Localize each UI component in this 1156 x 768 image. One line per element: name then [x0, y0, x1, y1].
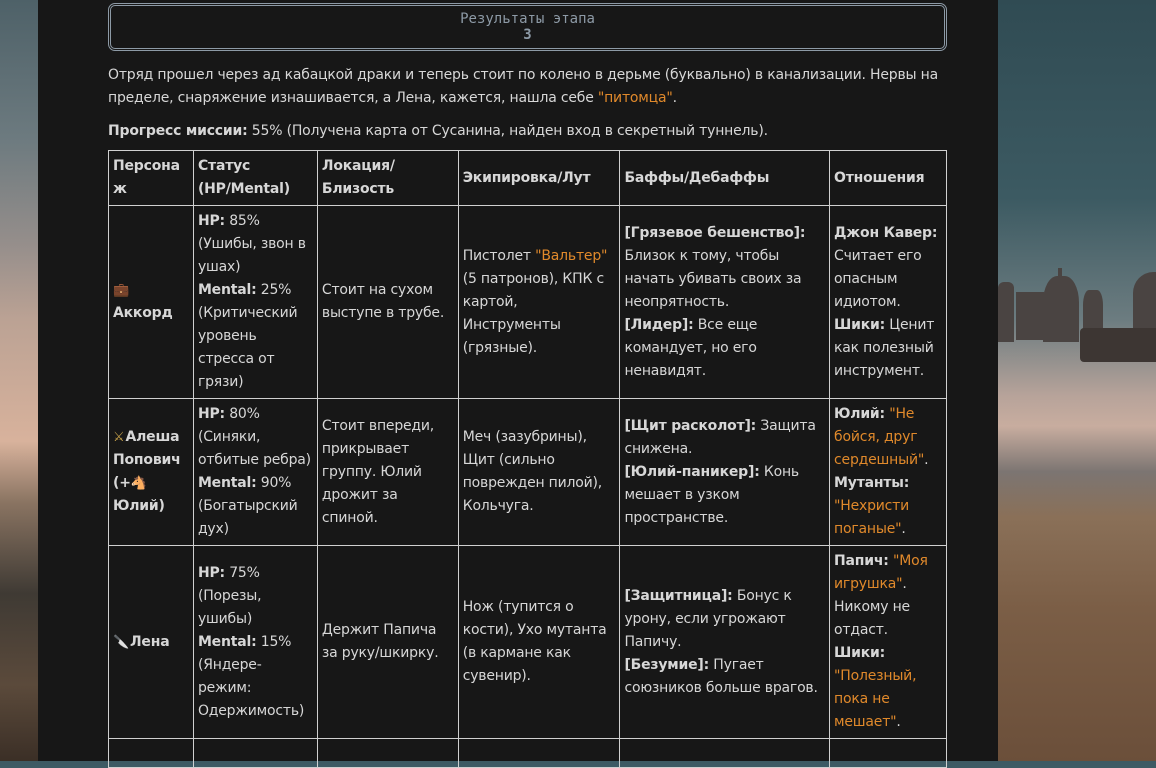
- knife-icon: 🔪: [113, 634, 129, 650]
- mental-label: Mental:: [197, 282, 257, 298]
- progress-label: Прогресс миссии:: [108, 123, 248, 139]
- status-cell: [193, 399, 317, 546]
- buff-name: [Щит расколот]:: [624, 417, 757, 434]
- hp-label: HP:: [197, 213, 225, 229]
- mental-note: (Богатырский дух): [197, 498, 298, 537]
- mental-label: Mental:: [197, 475, 257, 491]
- hp-label: HP:: [197, 406, 225, 422]
- intro-paragraph: [108, 64, 947, 110]
- header-equipment: Экипировка/Лут: [458, 151, 620, 206]
- relations-cell: [830, 399, 947, 546]
- equipment-highlight: "Вальтер": [535, 247, 608, 264]
- relation-who: Джон Кавер:: [834, 224, 938, 241]
- briefcase-icon: 💼: [113, 283, 129, 298]
- table-row-partial: [109, 739, 947, 768]
- location-cell: Стоит на сухом выступе в трубе.: [317, 206, 458, 399]
- buff-name: [Защитница]:: [624, 587, 733, 604]
- hp-note: (Ушибы, звон в ушах): [197, 236, 306, 275]
- status-cell: [193, 546, 317, 739]
- background-image-left: [0, 0, 38, 761]
- buff-name: [Лидер]:: [624, 316, 694, 333]
- party-status-table: [108, 150, 947, 768]
- status-cell: [193, 206, 317, 399]
- buff-name: [Безумие]:: [624, 656, 710, 673]
- character-cell: [109, 546, 194, 739]
- relation-quote: "Моя игрушка": [834, 553, 928, 592]
- buff-text: Близок к тому, чтобы начать убивать своих за неопрятность.: [624, 247, 802, 310]
- buff-name: [Грязевое бешенство]:: [624, 224, 806, 241]
- relation-who: Мутанты:: [834, 475, 910, 491]
- header-status: Статус (HP/Mental): [193, 151, 317, 206]
- buff-text: Конь мешает в узком пространстве.: [624, 463, 799, 526]
- message-content: [108, 0, 947, 730]
- character-cell: [109, 399, 194, 546]
- mental-value: 25%: [260, 282, 292, 298]
- mission-progress: [108, 120, 947, 143]
- mental-value: 90%: [260, 475, 292, 491]
- character-cell: [109, 206, 194, 399]
- relation-text: . Никому не отдаст.: [834, 576, 910, 638]
- buff-text: Все еще командует, но его ненавидят.: [624, 316, 758, 379]
- mental-note: (Яндере-режим: Одержимость): [197, 656, 305, 719]
- buff-text: Бонус к урону, если угрожают Папичу.: [624, 587, 792, 650]
- hp-label: HP:: [197, 564, 225, 581]
- table-row: [109, 206, 947, 399]
- hp-value: 75%: [229, 564, 260, 581]
- buff-text: Пугает союзников больше врагов.: [624, 656, 818, 696]
- hp-value: 85%: [229, 213, 260, 229]
- buffs-cell: [620, 546, 830, 739]
- equipment-text: Пистолет: [462, 247, 536, 264]
- relation-text: .: [901, 521, 906, 537]
- hp-note: (Синяки, отбитые ребра): [197, 429, 311, 468]
- horse-icon: 🐴: [130, 476, 147, 491]
- progress-note: (Получена карта от Сусанина, найден вход в секретный туннель).: [286, 123, 768, 139]
- equipment-cell: Нож (тупится о кости), Ухо мутанта (в кармане как сувенир).: [458, 546, 620, 739]
- buff-text: Защита снижена.: [624, 417, 816, 457]
- stage-number: 3: [523, 27, 532, 43]
- character-name: Алеша Попович: [113, 429, 181, 468]
- buffs-cell: [620, 206, 830, 399]
- hp-note: (Порезы, ушибы): [197, 587, 262, 627]
- location-cell: Стоит впереди, прикрывает группу. Юлий дрожит за спиной.: [317, 399, 458, 546]
- relation-quote: "Нехристи поганые": [834, 498, 910, 537]
- intro-text: Отряд прошел через ад кабацкой драки и теперь стоит по колено в дерьме (буквально) в канализации. Нервы на пределе, снаряжение изнашивается, а Лена, кажется, нашла себе: [108, 67, 938, 106]
- relation-who: Шики:: [834, 645, 886, 661]
- relation-who: Шики:: [834, 316, 886, 333]
- stage-title: Результаты этапа: [460, 11, 595, 27]
- intro-end: .: [672, 90, 677, 106]
- relation-who: Папич:: [834, 553, 889, 569]
- table-row: [109, 399, 947, 546]
- header-relations: Отношения: [830, 151, 947, 206]
- table-header-row: [109, 151, 947, 206]
- companion-prefix: (+: [113, 475, 131, 491]
- background-image-right: [998, 0, 1156, 761]
- companion-name: Юлий): [113, 498, 165, 514]
- intro-highlight: "питомца": [597, 90, 673, 106]
- hp-value: 80%: [229, 406, 260, 422]
- mental-label: Mental:: [197, 633, 257, 650]
- crossed-swords-icon: ⚔: [113, 430, 125, 445]
- relations-cell: [830, 206, 947, 399]
- relation-text: .: [896, 714, 901, 730]
- relation-quote: "Полезный, пока не мешает": [834, 668, 917, 730]
- equipment-text-rest: (5 патронов), КПК с картой, Инструменты (грязные).: [462, 270, 604, 356]
- relation-text: Считает его опасным идиотом.: [834, 247, 922, 310]
- equipment-cell: [458, 206, 620, 399]
- location-cell: Держит Папича за руку/шкирку.: [317, 546, 458, 739]
- relation-quote: "Не бойся, друг сердешный": [834, 406, 925, 468]
- stage-header-box: [108, 3, 947, 51]
- relations-cell: [830, 546, 947, 739]
- mental-value: 15%: [260, 633, 292, 650]
- character-name: Лена: [130, 633, 170, 650]
- table-row: [109, 546, 947, 739]
- relation-who: Юлий:: [834, 406, 885, 422]
- buffs-cell: [620, 399, 830, 546]
- relation-text: .: [924, 452, 929, 468]
- character-name: Аккорд: [113, 305, 173, 321]
- relation-text: Ценит как полезный инструмент.: [834, 316, 935, 379]
- buff-name: [Юлий-паникер]:: [624, 463, 760, 480]
- header-character: Персонаж: [109, 151, 194, 206]
- progress-value: 55%: [251, 123, 283, 139]
- equipment-cell: Меч (зазубрины), Щит (сильно поврежден пилой), Кольчуга.: [458, 399, 620, 546]
- mental-note: (Критический уровень стресса от грязи): [197, 305, 298, 390]
- header-buffs: Баффы/Дебаффы: [620, 151, 830, 206]
- content-panel: [38, 0, 998, 761]
- header-location: Локация/ Близость: [317, 151, 458, 206]
